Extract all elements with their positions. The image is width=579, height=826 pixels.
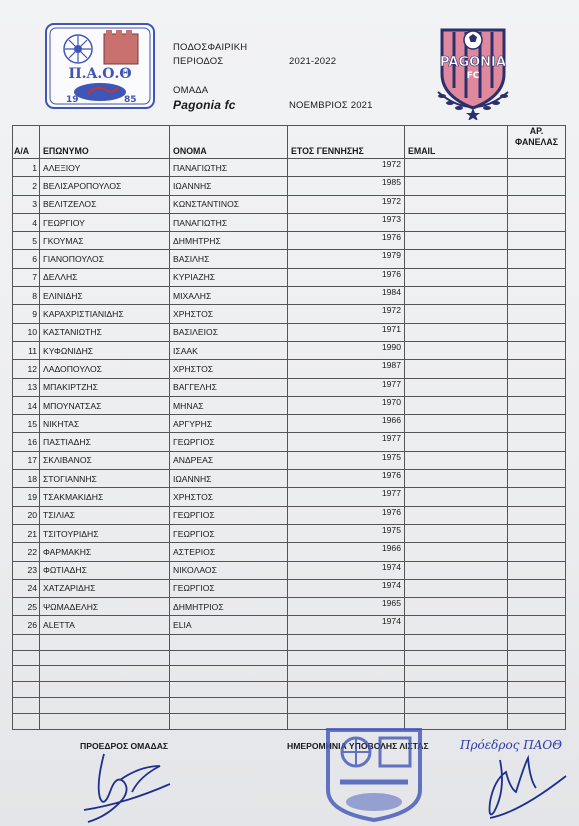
cell-birth-year: 1973 <box>288 213 405 231</box>
cell-name: ΒΑΣΙΛΕΙΟΣ <box>170 323 288 341</box>
cell-email <box>405 396 508 414</box>
cell-birth-year: 1976 <box>288 268 405 286</box>
col-header-surname: ΕΠΩΝΥΜΟ <box>40 126 170 159</box>
official-stamp <box>318 718 430 822</box>
empty-cell <box>13 666 40 682</box>
cell-aa: 25 <box>13 598 40 616</box>
cell-shirt <box>508 598 566 616</box>
cell-name: ΚΥΡΙΑΖΗΣ <box>170 268 288 286</box>
table-row <box>13 396 566 414</box>
cell-birth-year: 1987 <box>288 360 405 378</box>
empty-cell <box>13 682 40 698</box>
president-label: ΠΡΟΕΔΡΟΣ ΟΜΑΔΑΣ <box>80 741 169 751</box>
cell-birth-year: 1966 <box>288 543 405 561</box>
cell-aa: 18 <box>13 470 40 488</box>
cell-email <box>405 305 508 323</box>
cell-name: ΠΑΝΑΓΙΩΤΗΣ <box>170 213 288 231</box>
cell-aa: 15 <box>13 415 40 433</box>
table-row <box>13 232 566 250</box>
cell-email <box>405 579 508 597</box>
cell-name: ΧΡΗΣΤΟΣ <box>170 488 288 506</box>
cell-shirt <box>508 232 566 250</box>
cell-email <box>405 213 508 231</box>
empty-cell <box>13 634 40 650</box>
empty-table-row <box>13 634 566 650</box>
cell-birth-year: 1977 <box>288 433 405 451</box>
cell-shirt <box>508 543 566 561</box>
cell-surname: ΤΣΙΤΟΥΡΙΔΗΣ <box>40 524 170 542</box>
pagonia-logo-title: PAGONIA <box>440 55 506 70</box>
cell-email <box>405 177 508 195</box>
paoth-logo-year-a: 19 <box>66 95 79 105</box>
cell-birth-year: 1970 <box>288 396 405 414</box>
empty-cell <box>405 634 508 650</box>
col-header-aa: Α/Α <box>13 126 40 159</box>
empty-cell <box>13 713 40 729</box>
paoth-logo-year-b: 85 <box>124 95 137 105</box>
empty-cell <box>40 697 170 713</box>
cell-aa: 22 <box>13 543 40 561</box>
cell-shirt <box>508 360 566 378</box>
empty-cell <box>508 666 566 682</box>
cell-aa: 19 <box>13 488 40 506</box>
cell-shirt <box>508 195 566 213</box>
cell-aa: 13 <box>13 378 40 396</box>
cell-aa: 20 <box>13 506 40 524</box>
cell-birth-year: 1977 <box>288 378 405 396</box>
table-row <box>13 323 566 341</box>
col-header-email: EMAIL <box>405 126 508 159</box>
cell-surname: ΑΛΕΞΙΟΥ <box>40 159 170 177</box>
cell-name: ΧΡΗΣΤΟΣ <box>170 360 288 378</box>
cell-birth-year: 1972 <box>288 305 405 323</box>
cell-shirt <box>508 159 566 177</box>
cell-shirt <box>508 305 566 323</box>
cell-name: ΒΑΣΙΛΗΣ <box>170 250 288 268</box>
cell-email <box>405 378 508 396</box>
cell-aa: 24 <box>13 579 40 597</box>
cell-aa: 23 <box>13 561 40 579</box>
empty-cell <box>288 682 405 698</box>
cell-surname: ΓΚΟΥΜΑΣ <box>40 232 170 250</box>
empty-cell <box>40 713 170 729</box>
table-row <box>13 250 566 268</box>
cell-shirt <box>508 250 566 268</box>
empty-cell <box>405 666 508 682</box>
empty-cell <box>508 697 566 713</box>
empty-cell <box>170 650 288 666</box>
cell-email <box>405 250 508 268</box>
team-value: Pagonia fc <box>173 98 236 112</box>
cell-surname: ΚΑΡΑΧΡΙΣΤΙΑΝΙΔΗΣ <box>40 305 170 323</box>
empty-cell <box>40 634 170 650</box>
cell-surname: ALETTA <box>40 616 170 634</box>
cell-surname: ΕΛΙΝΙΔΗΣ <box>40 287 170 305</box>
table-row <box>13 524 566 542</box>
cell-name: ΓΕΩΡΓΙΟΣ <box>170 579 288 597</box>
cell-email <box>405 616 508 634</box>
cell-birth-year: 1966 <box>288 415 405 433</box>
empty-cell <box>288 634 405 650</box>
table-row <box>13 360 566 378</box>
cell-name: ELIA <box>170 616 288 634</box>
empty-cell <box>170 634 288 650</box>
cell-birth-year: 1990 <box>288 341 405 359</box>
cell-shirt <box>508 470 566 488</box>
cell-email <box>405 506 508 524</box>
empty-cell <box>13 650 40 666</box>
cell-birth-year: 1976 <box>288 506 405 524</box>
table-row <box>13 159 566 177</box>
empty-table-row <box>13 713 566 729</box>
cell-surname: ΜΠΟΥΝΑΤΣΑΣ <box>40 396 170 414</box>
cell-shirt <box>508 323 566 341</box>
cell-aa: 1 <box>13 159 40 177</box>
cell-aa: 8 <box>13 287 40 305</box>
cell-email <box>405 451 508 469</box>
cell-aa: 2 <box>13 177 40 195</box>
cell-shirt <box>508 451 566 469</box>
empty-cell <box>40 650 170 666</box>
cell-name: ΑΡΓΥΡΗΣ <box>170 415 288 433</box>
cell-surname: ΛΑΔΟΠΟΥΛΟΣ <box>40 360 170 378</box>
cell-surname: ΚΑΣΤΑΝΙΩΤΗΣ <box>40 323 170 341</box>
empty-cell <box>40 666 170 682</box>
cell-shirt <box>508 177 566 195</box>
table-row <box>13 415 566 433</box>
cell-email <box>405 561 508 579</box>
cell-name: ΜΙΧΑΛΗΣ <box>170 287 288 305</box>
cell-email <box>405 598 508 616</box>
cell-shirt <box>508 488 566 506</box>
cell-surname: ΓΙΑΝΟΠΟΥΛΟΣ <box>40 250 170 268</box>
cell-name: ΧΡΗΣΤΟΣ <box>170 305 288 323</box>
cell-birth-year: 1974 <box>288 616 405 634</box>
table-row <box>13 598 566 616</box>
cell-name: ΙΩΑΝΝΗΣ <box>170 470 288 488</box>
cell-name: ΑΣΤΕΡΙΟΣ <box>170 543 288 561</box>
cell-name: ΒΑΓΓΕΛΗΣ <box>170 378 288 396</box>
cell-shirt <box>508 396 566 414</box>
cell-surname: ΣΤΟΓΙΑΝΝΗΣ <box>40 470 170 488</box>
cell-email <box>405 159 508 177</box>
empty-table-row <box>13 666 566 682</box>
cell-surname: ΤΣΑΚΜΑΚΙΔΗΣ <box>40 488 170 506</box>
empty-cell <box>405 697 508 713</box>
col-header-name: ΟΝΟΜΑ <box>170 126 288 159</box>
cell-shirt <box>508 506 566 524</box>
cell-name: ΠΑΝΑΓΙΩΤΗΣ <box>170 159 288 177</box>
cell-name: ΚΩΝΣΤΑΝΤΙΝΟΣ <box>170 195 288 213</box>
empty-cell <box>170 713 288 729</box>
table-row <box>13 433 566 451</box>
table-row <box>13 341 566 359</box>
cell-aa: 3 <box>13 195 40 213</box>
empty-cell <box>405 682 508 698</box>
empty-table-row <box>13 697 566 713</box>
empty-cell <box>13 697 40 713</box>
cell-aa: 5 <box>13 232 40 250</box>
table-row <box>13 268 566 286</box>
league-label: ΠΟΔΟΣΦΑΙΡΙΚΗ <box>173 42 248 53</box>
cell-shirt <box>508 415 566 433</box>
cell-shirt <box>508 616 566 634</box>
cell-name: ΝΙΚΟΛΑΟΣ <box>170 561 288 579</box>
cell-surname: ΒΕΛΙΣΑΡΟΠΟΥΛΟΣ <box>40 177 170 195</box>
cell-birth-year: 1965 <box>288 598 405 616</box>
table-row <box>13 561 566 579</box>
empty-cell <box>170 697 288 713</box>
cell-birth-year: 1984 <box>288 287 405 305</box>
cell-aa: 21 <box>13 524 40 542</box>
pagonia-logo-sub: FC <box>466 71 480 81</box>
empty-cell <box>40 682 170 698</box>
cell-surname: ΠΑΣΤΙΑΔΗΣ <box>40 433 170 451</box>
cell-shirt <box>508 341 566 359</box>
empty-cell <box>405 650 508 666</box>
table-row <box>13 378 566 396</box>
empty-cell <box>508 650 566 666</box>
cell-shirt <box>508 524 566 542</box>
cell-surname: ΨΩΜΑΔΕΛΗΣ <box>40 598 170 616</box>
cell-birth-year: 1974 <box>288 561 405 579</box>
second-signature <box>480 736 570 824</box>
cell-surname: ΔΕΛΛΗΣ <box>40 268 170 286</box>
cell-aa: 16 <box>13 433 40 451</box>
table-row <box>13 488 566 506</box>
cell-email <box>405 268 508 286</box>
cell-birth-year: 1975 <box>288 451 405 469</box>
cell-email <box>405 287 508 305</box>
empty-cell <box>508 713 566 729</box>
cell-aa: 26 <box>13 616 40 634</box>
cell-email <box>405 543 508 561</box>
cell-aa: 11 <box>13 341 40 359</box>
empty-cell <box>288 666 405 682</box>
empty-cell <box>170 666 288 682</box>
pagonia-logo <box>432 22 514 120</box>
cell-name: ΙΩΑΝΝΗΣ <box>170 177 288 195</box>
cell-name: ΜΗΝΑΣ <box>170 396 288 414</box>
table-row <box>13 213 566 231</box>
empty-cell <box>288 697 405 713</box>
month-value: ΝΟΕΜΒΡΙΟΣ 2021 <box>289 100 373 111</box>
cell-aa: 14 <box>13 396 40 414</box>
cell-birth-year: 1976 <box>288 470 405 488</box>
period-label: ΠΕΡΙΟΔΟΣ <box>173 56 224 67</box>
cell-birth-year: 1975 <box>288 524 405 542</box>
col-header-shirt: ΑΡ. ΦΑΝΕΛΑΣ <box>508 126 566 159</box>
cell-birth-year: 1985 <box>288 177 405 195</box>
cell-name: ΔΗΜΗΤΡΙΟΣ <box>170 598 288 616</box>
cell-email <box>405 195 508 213</box>
cell-birth-year: 1972 <box>288 195 405 213</box>
cell-shirt <box>508 213 566 231</box>
cell-birth-year: 1971 <box>288 323 405 341</box>
cell-name: ΓΕΩΡΓΙΟΣ <box>170 524 288 542</box>
table-row <box>13 616 566 634</box>
cell-aa: 10 <box>13 323 40 341</box>
cell-name: ΑΝΔΡΕΑΣ <box>170 451 288 469</box>
cell-email <box>405 232 508 250</box>
cell-name: ΓΕΩΡΓΙΟΣ <box>170 506 288 524</box>
table-row <box>13 195 566 213</box>
cell-surname: ΜΠΑΚΙΡΤΖΗΣ <box>40 378 170 396</box>
col-header-birth-year: ΕΤΟΣ ΓΕΝΝΗΣΗΣ <box>288 126 405 159</box>
cell-name: ΓΕΩΡΓΙΟΣ <box>170 433 288 451</box>
empty-cell <box>170 682 288 698</box>
paoth-logo-title: Π.Α.Ο.Θ <box>68 66 132 82</box>
cell-shirt <box>508 268 566 286</box>
cell-surname: ΝΙΚΗΤΑΣ <box>40 415 170 433</box>
cell-birth-year: 1976 <box>288 232 405 250</box>
table-row <box>13 543 566 561</box>
empty-table-row <box>13 650 566 666</box>
cell-surname: ΧΑΤΖΑΡΙΔΗΣ <box>40 579 170 597</box>
submission-date-label: ΗΜΕΡΟΜΗΝΙΑ ΥΠΟΒΟΛΗΣ ΛΙΣΤΑΣ <box>287 741 429 751</box>
cell-email <box>405 323 508 341</box>
empty-cell <box>508 634 566 650</box>
table-row <box>13 177 566 195</box>
cell-surname: ΤΣΙΛΙΑΣ <box>40 506 170 524</box>
cell-surname: ΦΑΡΜΑΚΗΣ <box>40 543 170 561</box>
president-signature <box>80 750 172 826</box>
cell-shirt <box>508 378 566 396</box>
table-row <box>13 305 566 323</box>
cell-birth-year: 1977 <box>288 488 405 506</box>
cell-aa: 4 <box>13 213 40 231</box>
table-row <box>13 451 566 469</box>
cell-surname: ΚΥΦΩΝΙΔΗΣ <box>40 341 170 359</box>
period-value: 2021-2022 <box>289 56 337 67</box>
table-row <box>13 579 566 597</box>
table-row <box>13 506 566 524</box>
cell-email <box>405 488 508 506</box>
cell-email <box>405 415 508 433</box>
cell-shirt <box>508 579 566 597</box>
cell-surname: ΣΚΛΙΒΑΝΟΣ <box>40 451 170 469</box>
cell-shirt <box>508 561 566 579</box>
cell-surname: ΦΩΤΙΑΔΗΣ <box>40 561 170 579</box>
cell-surname: ΒΕΛΙΤΖΕΛΟΣ <box>40 195 170 213</box>
empty-cell <box>508 682 566 698</box>
cell-birth-year: 1974 <box>288 579 405 597</box>
cell-aa: 9 <box>13 305 40 323</box>
cell-email <box>405 433 508 451</box>
empty-table-row <box>13 682 566 698</box>
cell-birth-year: 1979 <box>288 250 405 268</box>
cell-email <box>405 470 508 488</box>
empty-cell <box>288 650 405 666</box>
cell-name: ΙΣΑΑΚ <box>170 341 288 359</box>
table-row <box>13 287 566 305</box>
cell-email <box>405 341 508 359</box>
roster-body <box>13 159 566 730</box>
cell-email <box>405 524 508 542</box>
handwritten-note: Πρόεδρος ΠΑΟΘ <box>460 738 563 752</box>
team-label: ΟΜΑΔΑ <box>173 85 209 96</box>
cell-birth-year: 1972 <box>288 159 405 177</box>
cell-aa: 17 <box>13 451 40 469</box>
table-row <box>13 470 566 488</box>
cell-shirt <box>508 433 566 451</box>
paoth-logo <box>44 22 156 110</box>
cell-name: ΔΗΜΗΤΡΗΣ <box>170 232 288 250</box>
cell-aa: 6 <box>13 250 40 268</box>
cell-email <box>405 360 508 378</box>
roster-table <box>12 125 565 730</box>
table-header-row <box>13 126 566 159</box>
cell-shirt <box>508 287 566 305</box>
cell-surname: ΓΕΩΡΓΙΟΥ <box>40 213 170 231</box>
cell-aa: 12 <box>13 360 40 378</box>
cell-aa: 7 <box>13 268 40 286</box>
